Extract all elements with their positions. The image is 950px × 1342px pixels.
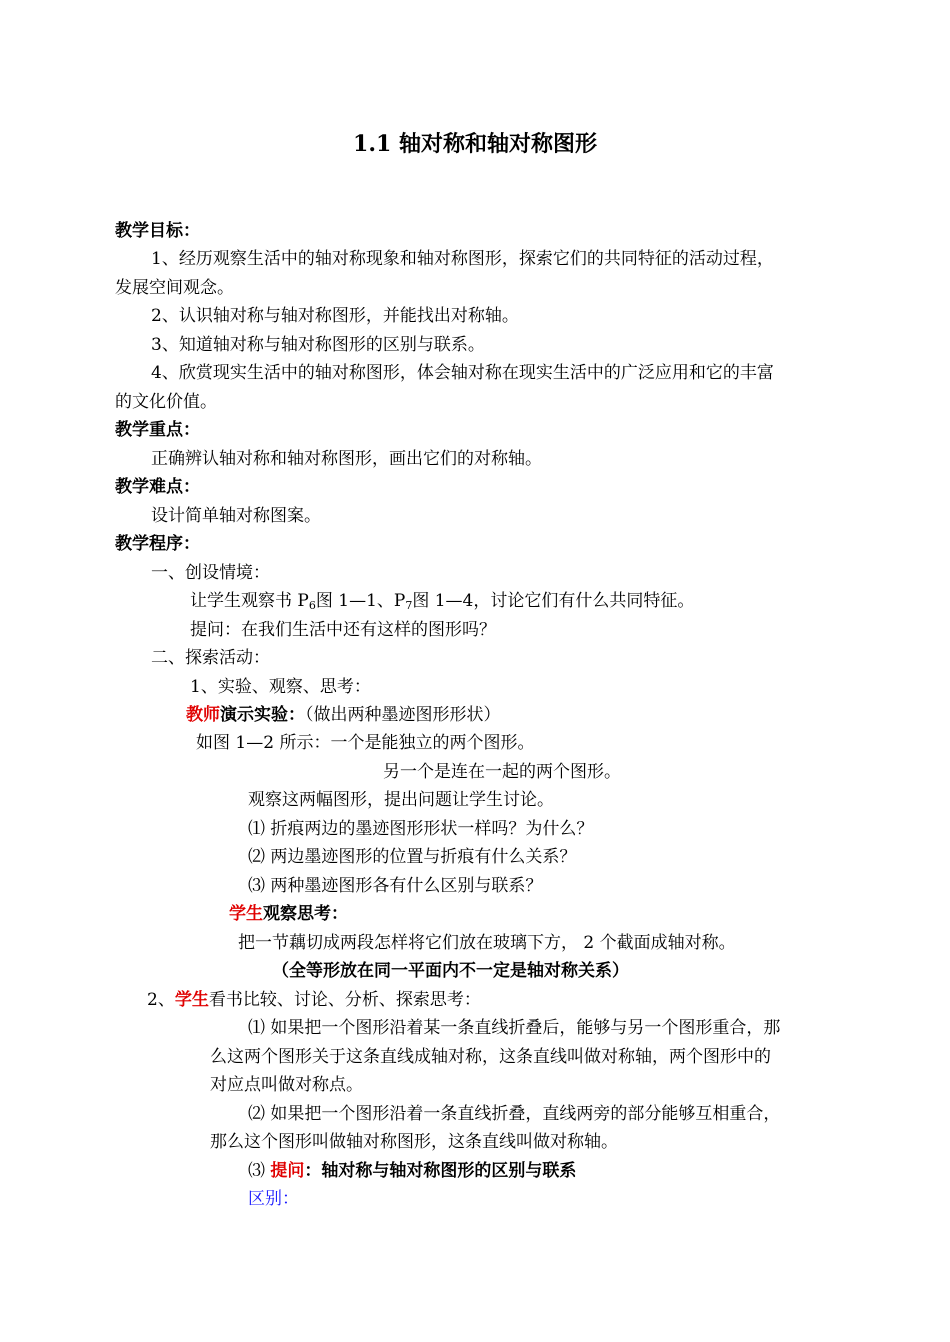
- student-observe-line: [229, 902, 348, 926]
- student-label: 学生: [229, 904, 263, 924]
- question-1: ⑴ 折痕两边的墨迹图形形状一样吗？为什么？: [248, 819, 594, 839]
- student-label-2: 学生: [174, 990, 209, 1010]
- observe-think-label: 观察思考：: [263, 904, 348, 924]
- observe-line: 观察这两幅图形，提出问题让学生讨论。: [248, 790, 554, 810]
- procedure-heading: 教学程序：: [115, 534, 200, 554]
- section-1-line-1: 让学生观察书 $P_6$图 1—1、$P_7$图 1—4，讨论它们有什么共同特征。: [190, 591, 695, 612]
- lotus-line: 把一节藕切成两段怎样将它们放在玻璃下方， 2 个截面成轴对称。: [238, 933, 736, 953]
- key-points-text: 正确辨认轴对称和轴对称图形，画出它们的对称轴。: [151, 449, 542, 469]
- document-title: 1.1 轴对称和轴对称图形: [353, 131, 597, 157]
- demo-line: [186, 703, 501, 727]
- definition-1-line-1: ⑴ 如果把一个图形沿着某一条直线折叠后，能够与另一个图形重合，那: [248, 1018, 781, 1038]
- section-1-line-2: 提问：在我们生活中还有这样的图形吗？: [190, 620, 496, 640]
- objective-4-line-2: 的文化价值。: [115, 392, 217, 412]
- objective-2: 2、认识轴对称与轴对称图形，并能找出对称轴。: [151, 306, 519, 326]
- ask-label: 提问: [270, 1161, 305, 1181]
- difference-label: 区别：: [248, 1189, 299, 1209]
- definition-2-line-2: 那么这个图形叫做轴对称图形，这条直线叫做对称轴。: [210, 1132, 618, 1152]
- teacher-label: 教师: [186, 705, 220, 725]
- definition-1-line-3: 对应点叫做对称点。: [210, 1075, 363, 1095]
- objective-1-line-2: 发展空间观念。: [115, 278, 234, 298]
- demo-note: （做出两种墨迹图形形状）: [305, 705, 501, 725]
- difficulties-text: 设计简单轴对称图案。: [151, 506, 321, 526]
- objective-4-line-1: 4、欣赏现实生活中的轴对称图形，体会轴对称在现实生活中的广泛应用和它的丰富: [151, 363, 774, 383]
- figure-line-2: 另一个是连在一起的两个图形。: [383, 762, 621, 782]
- question-3b: ⑶ 提问：轴对称与轴对称图形的区别与联系: [248, 1161, 577, 1181]
- question-3: ⑶ 两种墨迹图形各有什么区别与联系？: [248, 876, 543, 896]
- definition-2-line-1: ⑵ 如果把一个图形沿着一条直线折叠，直线两旁的部分能够互相重合，: [248, 1104, 781, 1124]
- section-1-heading: 一、创设情境：: [151, 563, 270, 583]
- section-2-item-1: 1、实验、观察、思考：: [190, 677, 371, 697]
- congruent-note: （全等形放在同一平面内不一定是轴对称关系）: [272, 961, 629, 981]
- section-2-heading: 二、探索活动：: [151, 648, 270, 668]
- objective-3: 3、知道轴对称与轴对称图形的区别与联系。: [151, 335, 485, 355]
- demo-label: 演示实验：: [220, 705, 305, 725]
- question-2: ⑵ 两边墨迹图形的位置与折痕有什么关系？: [248, 847, 577, 867]
- definition-1-line-2: 么这两个图形关于这条直线成轴对称，这条直线叫做对称轴，两个图形中的: [210, 1047, 771, 1067]
- key-points-heading: 教学重点：: [115, 420, 200, 440]
- figure-line-1: 如图 1—2 所示：一个是能独立的两个图形。: [196, 733, 535, 753]
- objective-1-line-1: 1、经历观察生活中的轴对称现象和轴对称图形，探索它们的共同特征的活动过程，: [151, 249, 774, 269]
- objectives-heading: 教学目标：: [115, 221, 200, 241]
- section-2-item-2: 2、学生看书比较、讨论、分析、探索思考：: [147, 990, 481, 1010]
- difficulties-heading: 教学难点：: [115, 477, 200, 497]
